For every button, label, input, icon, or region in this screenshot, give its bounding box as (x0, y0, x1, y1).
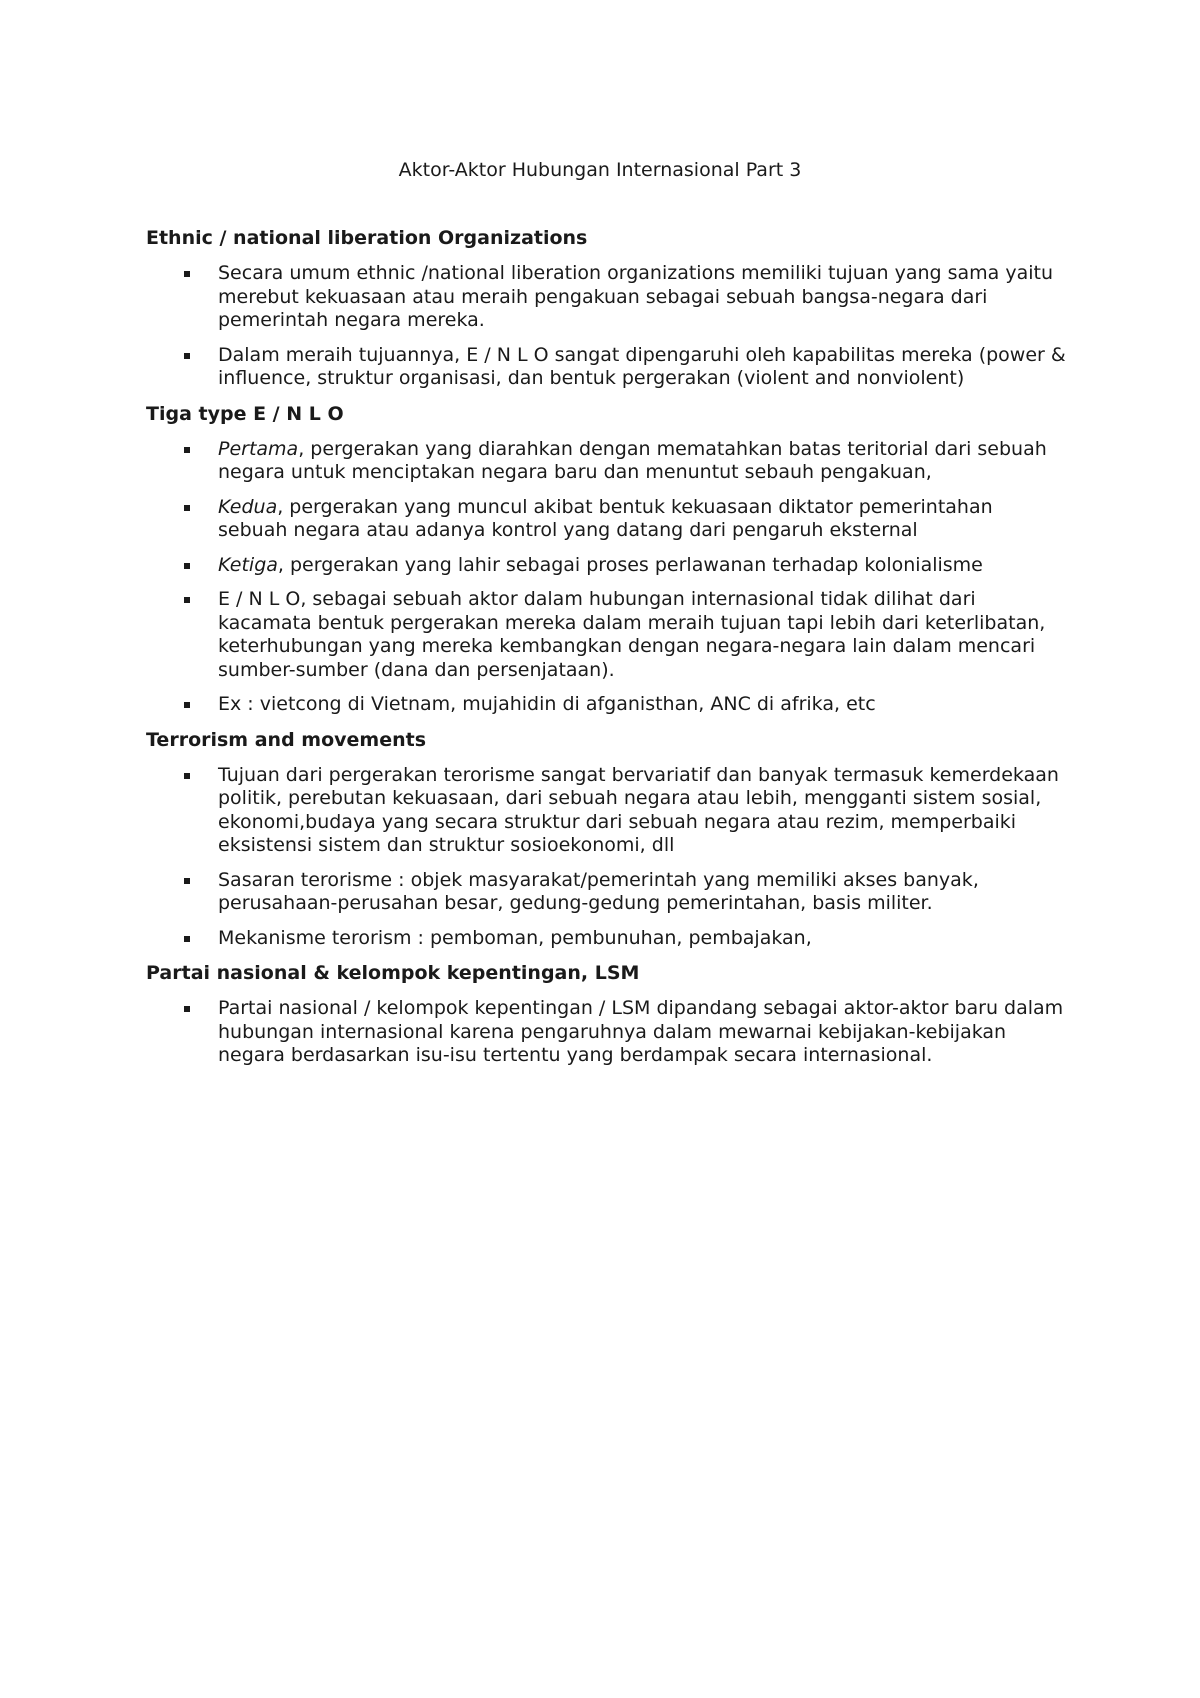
square-bullet-icon (184, 773, 190, 779)
item-text: E / N L O, sebagai sebuah aktor dalam hubungan internasional tidak dilihat dari kacamata bentuk pergerakan mereka dalam meraih tujuan tapi lebih dari keterlibatan, keterhubungan yang mereka kembangkan dengan negara-negara lain dalam mencari sumber-sumber (dana dan persenjataan). (218, 588, 1046, 681)
square-bullet-icon (184, 505, 190, 511)
square-bullet-icon (184, 271, 190, 277)
square-bullet-icon (184, 1006, 190, 1012)
square-bullet-icon (184, 702, 190, 708)
item-text: Secara umum ethnic /national liberation organizations memiliki tujuan yang sama yaitu merebut kekuasaan atau meraih pengakuan sebagai sebuah bangsa-negara dari pemerintah negara mereka. (218, 262, 1053, 331)
item-text: Mekanisme terorism : pemboman, pembunuhan, pembajakan, (218, 926, 812, 949)
list-item (146, 554, 1066, 578)
square-bullet-icon (184, 447, 190, 453)
square-bullet-icon (184, 878, 190, 884)
bullet-list (146, 764, 1066, 951)
document-title: Aktor-Aktor Hubungan Internasional Part 3 (398, 159, 802, 181)
bullet-list (146, 997, 1066, 1068)
list-item (146, 997, 1066, 1068)
item-text: Tujuan dari pergerakan terorisme sangat bervariatif dan banyak termasuk kemerdekaan politik, perebutan kekuasaan, dari sebuah negara atau lebih, mengganti sistem sosial, ekonomi,budaya yang secara struktur dari sebuah negara atau rezim, memperbaiki eksistensi sistem dan struktur sosioekonomi, dll (218, 763, 1059, 856)
section-heading: Terrorism and movements (146, 728, 427, 751)
item-lead: Kedua (218, 495, 278, 518)
list-item (146, 588, 1066, 682)
item-lead: Ketiga (218, 553, 278, 576)
section-heading: Partai nasional & kelompok kepentingan, LSM (146, 962, 640, 984)
item-text: Sasaran terorisme : objek masyarakat/pemerintah yang memiliki akses banyak, perusahaan-perusahan besar, gedung-gedung pemerintahan, basis militer. (218, 868, 979, 914)
list-item (146, 496, 1066, 543)
list-item (146, 262, 1066, 333)
square-bullet-icon (184, 936, 190, 942)
item-text: , pergerakan yang muncul akibat bentuk kekuasaan diktator pemerintahan sebuah negara atau adanya kontrol yang datang dari pengaruh eksternal (218, 495, 993, 541)
square-bullet-icon (184, 597, 190, 603)
item-text: Dalam meraih tujuannya, E / N L O sangat dipengaruhi oleh kapabilitas mereka (power & influence, struktur organisasi, dan bentuk pergerakan (violent and nonviolent) (218, 343, 1066, 389)
document-body (146, 226, 1066, 1079)
bullet-list (146, 262, 1066, 391)
list-item (146, 927, 1066, 951)
item-text: Ex : vietcong di Vietnam, mujahidin di afganisthan, ANC di afrika, etc (218, 693, 876, 715)
list-item (146, 438, 1066, 485)
item-text: , pergerakan yang lahir sebagai proses perlawanan terhadap kolonialisme (277, 553, 983, 576)
list-item (146, 869, 1066, 916)
item-lead: Pertama (218, 437, 299, 460)
item-text: Partai nasional / kelompok kepentingan / LSM dipandang sebagai aktor-aktor baru dalam hubungan internasional karena pengaruhnya dalam mewarnai kebijakan-kebijakan negara berdasarkan isu-isu tertentu yang berdampak secara internasional. (218, 997, 1064, 1066)
item-text: , pergerakan yang diarahkan dengan mematahkan batas teritorial dari sebuah negara untuk menciptakan negara baru dan menuntut sebauh pengakuan, (218, 437, 1047, 483)
list-item (146, 693, 1066, 717)
section-heading: Ethnic / national liberation Organizations (146, 227, 588, 249)
list-item (146, 344, 1066, 391)
bullet-list (146, 438, 1066, 717)
square-bullet-icon (184, 563, 190, 569)
square-bullet-icon (184, 353, 190, 359)
list-item (146, 764, 1066, 858)
section-heading: Tiga type E / N L O (146, 402, 344, 425)
